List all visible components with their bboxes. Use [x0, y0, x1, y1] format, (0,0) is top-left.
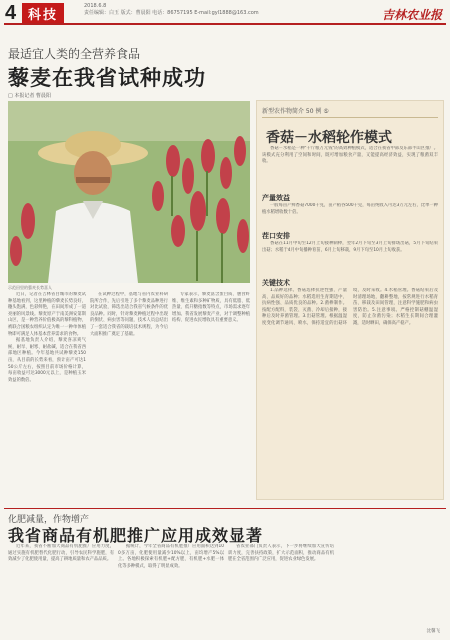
sidebar-tech-paragraph: 1.品种选择。香菇选择抗逆性强、产量高、品质好的品种；水稻选用生育期适中、抗病性强、品质优良的品种。2.菌棒制作。按配方配料，装袋、灭菌、冷却后接种，接种后及时养菌管理。3.出菇管理。根据温湿度变化调节通风、喷水，保持适宜的出菇环境，及时采收。4.水稻管理。香菇结束后及时清理场地，翻耕整地，按常规进行水稻育苗、移栽及田间管理，注意科学施肥和病虫害防治。5.注意事项。严格控制菇棚温湿度，防止杂菌污染；水稻生长期间合理灌溉，适时晒田，确保高产稳产。 — [262, 288, 438, 326]
sidebar-heading-schedule: 茬口安排 — [262, 232, 290, 240]
section-label: 科技 — [22, 3, 64, 24]
story1-paragraph: 据基地负责人介绍，藜麦喜凉爽气候，耐旱、耐寒、耐盐碱，适合在我省西部地区种植。今年基地共试种藜麦150亩，从目前的长势来看，预计亩产可达150公斤左右，按照目前市场价格计算，每亩收益可达3000元以上，是种植玉米效益的数倍。 — [8, 338, 86, 383]
sidebar-intro — [262, 146, 438, 192]
story1-byline: □ 本报记者 曹晨阳 — [8, 93, 51, 99]
story1-paragraph: 专家表示，藜麦富含蛋白质、膳食纤维、维生素和多种矿物质，具有低脂、低热量、低升糖指数等特点，市场需求逐年增加。我省发展藜麦产业，对于调整种植结构、促进农民增收具有重要意义。 — [172, 292, 250, 324]
photo-caption: 示范田里的藜麦长势喜人 — [8, 285, 52, 290]
page-number: 4 — [5, 2, 17, 24]
story2-paragraph: 近年来，我省不断加大商品有机肥推广应用力度，通过实施有机肥替代化肥行动，引导农民科学施肥，有效减少了化肥使用量，提高了耕地质量和农产品品质。 — [8, 544, 114, 563]
issue-date: 2018.6.8 — [84, 3, 107, 9]
sidebar-series-tag: 新型农作物简介 50 例 ⑤ — [262, 106, 438, 118]
farmer-photo-illustration — [8, 101, 250, 283]
sidebar-heading-tech: 关键技术 — [262, 279, 290, 287]
sidebar-heading-yield: 产量效益 — [262, 194, 290, 202]
story1-paragraph: 在试种过程中，基地与省内农业科研院所合作，先后引进了多个藜麦品种进行对比试验，筛选出适合我省气候条件的优良品种。同时，针对藜麦种植过程中出现的倒伏、病虫害等问题，技术人员总结出了一套适合我省的栽培技术规程，为今后大面积推广奠定了基础。 — [90, 292, 168, 337]
story1-kicker: 最适宜人类的全营养食品 — [8, 47, 141, 61]
header-rule — [4, 23, 446, 25]
sidebar-tech-text — [262, 288, 438, 494]
story2-headline: 我省商品有机肥推广应用成效显著 — [8, 526, 264, 545]
story1-headline: 藜麦在我省试种成功 — [8, 66, 206, 90]
story2-paragraph: 省农业部门负责人表示，下一步将继续加大宣传培训力度，完善扶持政策，扩大示范面积，推动商品有机肥在全省范围内广泛应用，促进农业绿色发展。 — [228, 544, 334, 563]
story1-paragraph: 近日，记者在吉林省白城市的藜麦试种基地看到，这里种植的藜麦长势良好，穗头饱满，色彩鲜艳，在田间形成了一道亮丽的风景线。藜麦原产于南美洲安第斯山区，是一种营养价值极高的藜科植物，被联合国粮农组织认定为唯一一种单体植物即可满足人体基本营养需求的食物。 — [8, 292, 86, 337]
sidebar-schedule-text — [262, 241, 438, 274]
story2-paragraph: 据统计，今年全省商品有机肥推广应用面积达到100多万亩，化肥使用量减少10%以上，亩均增产5%以上。各地积极探索有机肥+配方肥、有机肥+水肥一体化等多种模式，取得了明显成效。 — [118, 544, 224, 569]
story2-kicker: 化肥减量，作物增产 — [8, 515, 90, 525]
story1-column-2 — [90, 292, 168, 504]
story2-column-3 — [228, 544, 334, 628]
editor-line: 责任编辑：白玉 版式：曹晨阳 电话：86757195 E-mail:gyl1888@163.com — [84, 10, 259, 16]
masthead — [0, 0, 450, 24]
sidebar-yield-paragraph: 一般每亩产鲜香菇7000千克，亩产稻谷500千克，每亩纯收入可达3万元左右，比单一种植水稻增收数十倍。 — [262, 203, 438, 215]
newspaper-brand: 吉林农业报 — [381, 8, 442, 22]
story2-credit: 沈馨飞 — [426, 629, 440, 634]
sidebar-intro-text: 香菇－水稻是一种"千斤粮万元钱"的高效种植模式，适合在我省中部及东部半山区推广。该模式充分利用了空间和时间，既可增加粮食产量，又能提高经济效益，实现了粮菌双丰收。 — [262, 146, 438, 165]
sidebar-yield-text — [262, 203, 438, 229]
sidebar-schedule-paragraph: 香菇在11月中旬至12月上旬接种制棒，翌年2月下旬至3月上旬排场出菇，5月下旬结束出菇；水稻于4月中旬播种育苗，6月上旬移栽，9月下旬至10月上旬收获。 — [262, 241, 438, 253]
story-divider — [4, 508, 446, 509]
story1-column-3 — [172, 292, 250, 504]
sidebar-title: 香菇－水稻轮作模式 — [266, 130, 392, 146]
story2-column-2 — [118, 544, 224, 628]
masthead-meta — [84, 3, 259, 17]
story1-column-1 — [8, 292, 86, 504]
farmer-photo — [8, 101, 250, 283]
story2-column-1 — [8, 544, 114, 628]
